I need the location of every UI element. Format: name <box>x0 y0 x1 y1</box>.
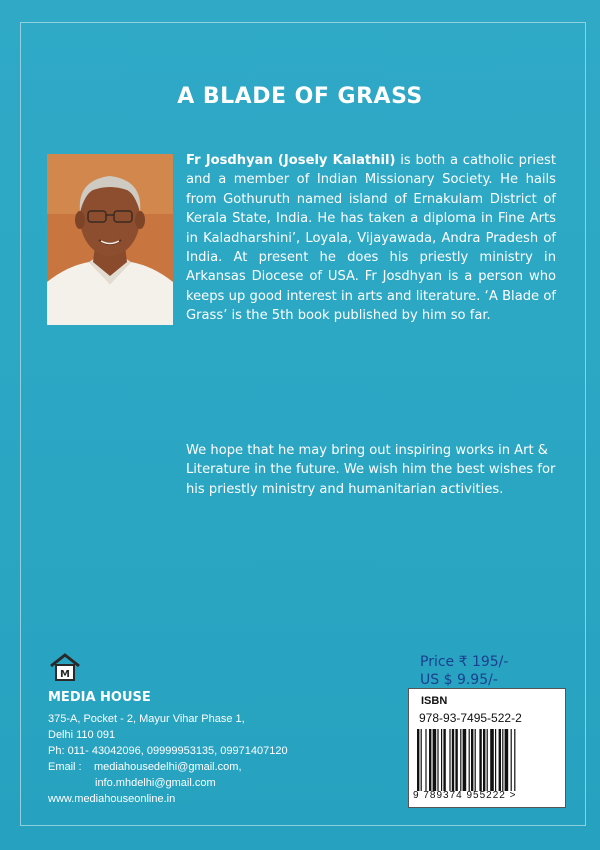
barcode-bar <box>471 729 473 791</box>
barcode-bar <box>490 729 494 791</box>
barcode-bar <box>499 729 501 791</box>
barcode-bar <box>417 729 419 791</box>
isbn-number: 978-93-7495-522-2 <box>419 711 522 725</box>
svg-text:M: M <box>60 669 70 680</box>
address-line-1: 375-A, Pocket - 2, Mayur Vihar Phase 1, <box>48 713 245 725</box>
barcode-bar <box>449 729 450 791</box>
book-title: A BLADE OF GRASS <box>177 84 423 109</box>
price-usd: US $ 9.95/- <box>420 672 498 688</box>
publisher-wishes: We hope that he may bring out inspiring works in Art & Literature in the future. We wish him the best wishes for his priestly ministry and humanitarian activities. <box>186 443 556 497</box>
author-portrait-illustration <box>47 154 173 325</box>
barcode-bar <box>437 729 438 791</box>
barcode-bar <box>460 729 461 791</box>
price-block <box>420 653 508 689</box>
barcode-bar <box>469 729 470 791</box>
barcode-bar <box>463 729 467 791</box>
email-2[interactable]: info.mhdelhi@gmail.com <box>95 777 216 789</box>
barcode-bar <box>511 729 512 791</box>
barcode-bar <box>421 729 422 791</box>
publisher-address <box>48 711 348 807</box>
author-photo <box>47 154 173 325</box>
barcode-bar <box>495 729 496 791</box>
barcode-bar <box>483 729 485 791</box>
barcode-bars <box>417 729 559 791</box>
barcode-bar <box>505 729 509 791</box>
author-name: Fr Josdhyan (Josely Kalathil) <box>186 153 396 168</box>
price-inr: Price ₹ 195/- <box>420 654 509 670</box>
barcode-digits: 9 789374 955222 > <box>413 790 517 801</box>
barcode-bar <box>514 729 515 791</box>
barcode-bar <box>487 729 488 791</box>
barcode-bar <box>479 729 481 791</box>
address-line-2: Delhi 110 091 <box>48 729 116 741</box>
email-1[interactable]: mediahousedelhi@gmail.com, <box>94 761 242 773</box>
barcode-bar <box>475 729 476 791</box>
barcode-bar <box>433 729 437 791</box>
website-link[interactable]: www.mediahouseonline.in <box>48 793 176 805</box>
publisher-name: MEDIA HOUSE <box>48 690 151 705</box>
phone-numbers: Ph: 011- 43042096, 09999953135, 09971407120 <box>48 745 288 757</box>
barcode-bar <box>429 729 431 791</box>
isbn-label: ISBN <box>421 695 448 707</box>
barcode-bar <box>452 729 454 791</box>
email-row <box>48 759 348 775</box>
barcode-bar <box>455 729 457 791</box>
barcode-bar <box>502 729 503 791</box>
isbn-barcode <box>408 688 566 808</box>
email-label: Email : <box>48 761 82 773</box>
barcode-bar <box>425 729 426 791</box>
author-bio <box>186 151 556 326</box>
barcode-bar <box>441 729 442 791</box>
author-bio-text: is both a catholic priest and a member of Indian Missionary Society. He hails from Gothuruth named island of Ernakulam District of Kerala State, India. He has taken a diploma in Fine Arts in Kaladharshini’, Loyala, Vijayawada, Andra Pradesh of India. At present he does his priestly ministry in Arkansas Diocese of USA. Fr Josdhyan is a person who keeps up good interest in arts and literature. ‘A Blade of Grass’ is the 5th book published by him so far. <box>186 153 556 324</box>
barcode-bar <box>443 729 445 791</box>
house-logo-icon <box>48 652 82 682</box>
